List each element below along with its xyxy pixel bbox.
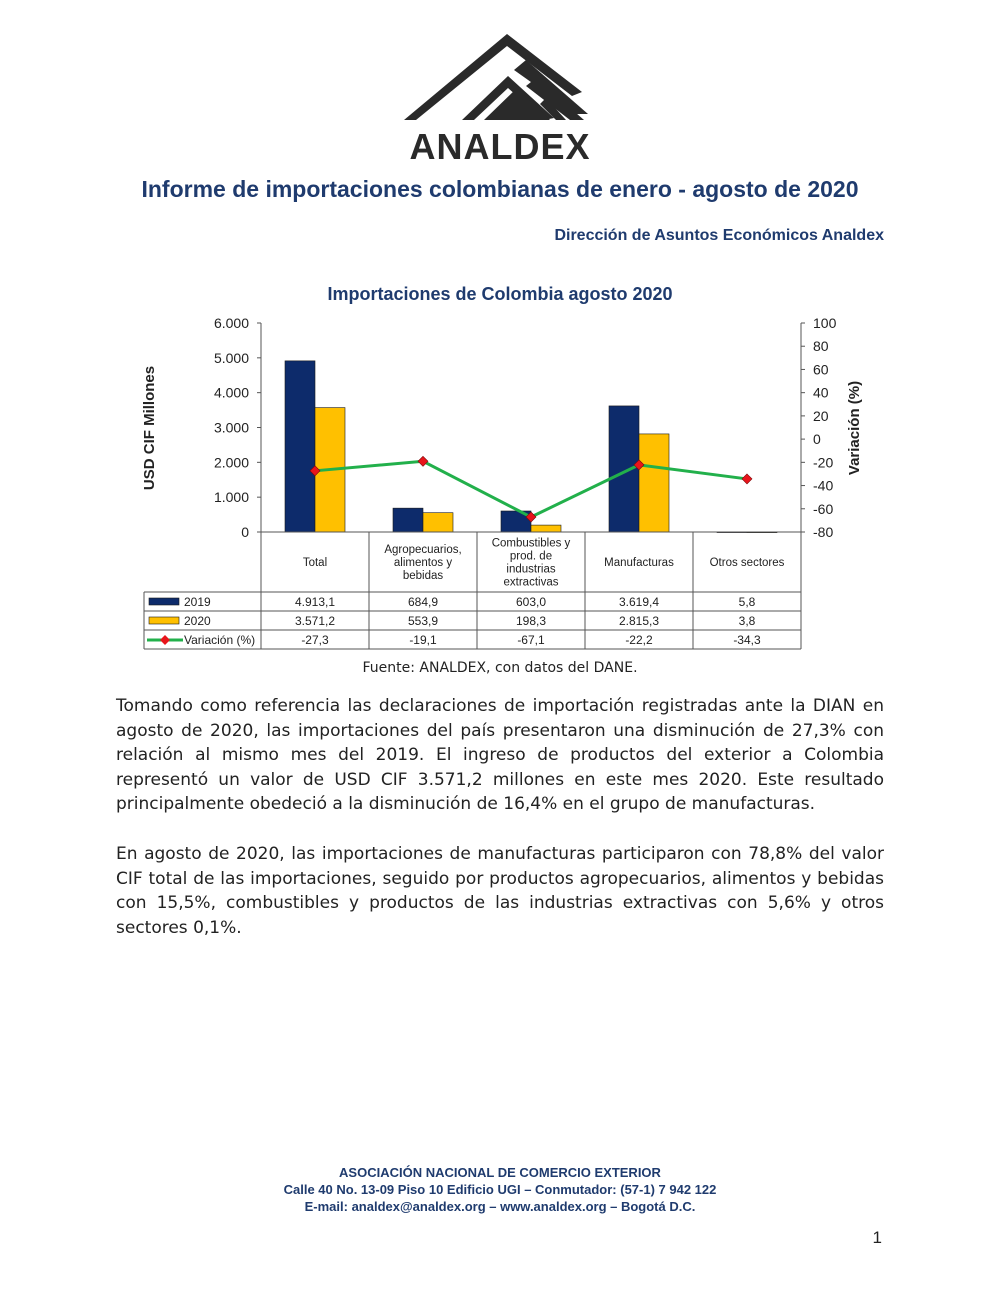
data-table-cell: 3.619,4 <box>618 595 660 609</box>
footer-org-name: ASOCIACIÓN NACIONAL DE COMERCIO EXTERIOR <box>339 1165 661 1180</box>
data-table-cell: -67,1 <box>517 633 545 647</box>
category-label: industrias <box>506 563 556 576</box>
footer-address: Calle 40 No. 13-09 Piso 10 Edificio UGI – Conmutador: (57-1) 7 942 122 <box>283 1182 717 1197</box>
variation-line <box>315 461 747 517</box>
y2-tick-label: 0 <box>813 431 821 448</box>
legend-label: 2020 <box>184 614 211 628</box>
y-tick-label: 4.000 <box>213 384 249 401</box>
legend-label: 2019 <box>184 595 211 609</box>
category-label: Agropecuarios, <box>384 544 462 556</box>
footer <box>0 1164 1000 1215</box>
variation-marker <box>418 456 428 466</box>
category-label: Manufacturas <box>604 557 674 569</box>
y2-tick-label: 60 <box>813 361 829 378</box>
bar-2019 <box>285 361 315 532</box>
y2-tick-label: 100 <box>813 315 837 331</box>
chart-source: Fuente: ANALDEX, con datos del DANE. <box>362 660 638 676</box>
y2-tick-label: -80 <box>813 524 834 540</box>
document-subtitle: Dirección de Asuntos Económicos Analdex <box>554 227 884 244</box>
y2-tick-label: 80 <box>813 338 829 355</box>
y-axis-title: USD CIF Millones <box>141 365 158 491</box>
paragraph-1: Tomando como referencia las declaraciones de importación registradas ante la DIAN en agosto de 2020, las importaciones del país presentaron una disminución de 27,3% con relación al mismo mes del 2019. El ingreso de productos del exterior a Colombia representó un valor de USD CIF 3.571,2 millones en este mes 2020. Este resultado principalmente obedeció a la disminución de 16,4% en el grupo de manufacturas. <box>116 696 884 814</box>
y2-tick-label: 40 <box>813 384 829 401</box>
logo-wordmark: ANALDEX <box>409 126 591 167</box>
bar-2020 <box>531 525 561 532</box>
analdex-logo <box>404 30 596 166</box>
y-tick-label: 1.000 <box>213 489 249 506</box>
y-tick-label: 2.000 <box>213 454 249 471</box>
data-table-cell: 5,8 <box>738 595 756 609</box>
data-table-cell: -22,2 <box>625 633 653 647</box>
y2-tick-label: -40 <box>813 477 834 494</box>
category-label: bebidas <box>402 570 444 582</box>
chart-title: Importaciones de Colombia agosto 2020 <box>327 284 673 304</box>
bar-2019 <box>609 406 639 532</box>
footer-contact: E-mail: analdex@analdex.org – www.analdex.org – Bogotá D.C. <box>304 1199 696 1214</box>
bar-2020 <box>423 513 453 532</box>
data-table-cell: 553,9 <box>407 614 439 628</box>
legend-key-marker <box>160 635 170 645</box>
data-table-cell: 198,3 <box>515 614 547 628</box>
category-label: Otros sectores <box>709 557 785 569</box>
paragraph-2: En agosto de 2020, las importaciones de manufacturas participaron con 78,8% del valor CIF total de las importaciones, seguido por productos agropecuarios, alimentos y bebidas con 15,5%, combustibles y productos de las industrias extractivas con 5,6% y otros sectores 0,1%. <box>116 844 884 938</box>
mountain-logo-icon <box>404 30 596 130</box>
variation-marker <box>742 474 752 484</box>
y2-tick-label: 20 <box>813 407 829 424</box>
document-title: Informe de importaciones colombianas de enero - agosto de 2020 <box>141 176 859 202</box>
category-label: alimentos y <box>393 557 453 569</box>
bar-2019 <box>393 508 423 532</box>
legend-key-2020 <box>149 617 179 624</box>
category-label: Total <box>302 557 328 569</box>
y-tick-label: 6.000 <box>213 315 249 331</box>
data-table-cell: -27,3 <box>301 633 329 647</box>
data-table-cell: -19,1 <box>409 633 437 647</box>
y-tick-label: 3.000 <box>213 419 249 436</box>
page-number: 1 <box>872 1228 882 1247</box>
bar-2020 <box>639 434 669 532</box>
data-table-cell: 3,8 <box>738 614 756 628</box>
y-tick-label: 0 <box>241 524 249 540</box>
y2-tick-label: -60 <box>813 500 834 517</box>
data-table-cell: 603,0 <box>515 595 547 609</box>
data-table-cell: 3.571,2 <box>294 614 336 628</box>
category-label: extractivas <box>503 576 559 589</box>
category-label: prod. de <box>509 550 553 563</box>
imports-chart-svg <box>120 278 880 658</box>
data-table-cell: -34,3 <box>733 633 761 647</box>
imports-chart <box>120 278 880 658</box>
data-table-cell: 2.815,3 <box>618 614 660 628</box>
legend-key-2019 <box>149 598 179 605</box>
data-table-cell: 684,9 <box>407 595 439 609</box>
y-tick-label: 5.000 <box>213 349 249 366</box>
legend-label: Variación (%) <box>184 633 256 647</box>
y2-tick-label: -20 <box>813 454 834 471</box>
y2-axis-title: Variación (%) <box>846 380 863 476</box>
data-table-cell: 4.913,1 <box>294 595 336 609</box>
category-label: Combustibles y <box>491 537 571 550</box>
